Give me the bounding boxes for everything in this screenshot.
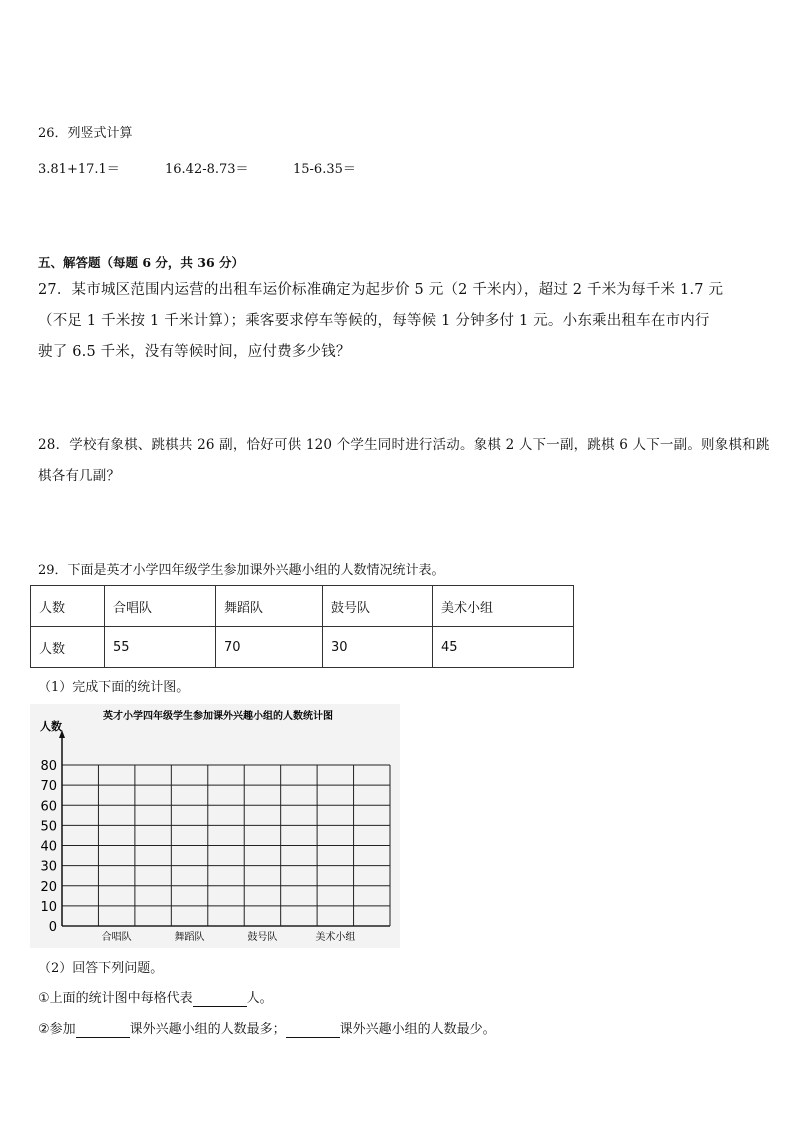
answer-blank[interactable] xyxy=(286,1023,340,1038)
y-tick-label: 50 xyxy=(40,819,57,835)
q26-expr-3: 15-6.35＝ xyxy=(293,162,356,177)
q29-part2: （2）回答下列问题。 xyxy=(38,961,164,976)
q29-sub1 xyxy=(38,991,273,1007)
table-cell: 人数 xyxy=(31,627,105,668)
y-tick-label: 70 xyxy=(40,779,57,795)
y-tick-label: 60 xyxy=(40,799,57,815)
y-tick-label: 30 xyxy=(40,859,57,875)
chart-ylabel: 人数 xyxy=(40,720,62,733)
q29-sub2 xyxy=(38,1022,496,1038)
table-header-row xyxy=(31,586,574,627)
q26-title: 26．列竖式计算 xyxy=(38,126,133,141)
q27-line-2: （不足 1 千米按 1 千米计算）；乘客要求停车等候的，每等候 1 分钟多付 1 元。小东乘出租车在市内行 xyxy=(38,313,710,329)
table-cell: 45 xyxy=(433,627,574,668)
table-cell: 鼓号队 xyxy=(323,586,433,627)
q29-sub1-text-b: 人。 xyxy=(246,991,273,1006)
chart-y-ticks xyxy=(40,759,57,935)
table-row xyxy=(31,627,574,668)
q29-intro: 29．下面是英才小学四年级学生参加课外兴趣小组的人数情况统计表。 xyxy=(38,563,445,578)
q29-sub2-text-c: 课外兴趣小组的人数最少。 xyxy=(339,1022,496,1037)
section-heading: 五、解答题（每题 6 分，共 36 分） xyxy=(38,255,245,270)
q26-expr-1: 3.81+17.1＝ xyxy=(38,162,120,177)
q29-sub2-text-a: ②参加 xyxy=(38,1022,76,1037)
chart-grid xyxy=(62,765,390,926)
table-cell: 70 xyxy=(216,627,323,668)
y-tick-label: 40 xyxy=(40,839,57,855)
bar-chart xyxy=(30,704,400,948)
answer-blank[interactable] xyxy=(76,1023,130,1038)
chart-title: 英才小学四年级学生参加课外兴趣小组的人数统计图 xyxy=(103,711,333,722)
y-tick-label: 20 xyxy=(40,879,57,895)
table-cell: 30 xyxy=(323,627,433,668)
x-tick-label: 鼓号队 xyxy=(247,932,278,943)
q27-line-1: 27．某市城区范围内运营的出租车运价标准确定为起步价 5 元（2 千米内），超过 2 千米为每千米 1.7 元 xyxy=(38,282,724,298)
x-tick-label: 合唱队 xyxy=(101,932,132,943)
table-cell: 人数 xyxy=(31,586,105,627)
table-cell: 合唱队 xyxy=(105,586,216,627)
chart-x-ticks xyxy=(102,930,356,943)
q27-line-3: 驶了 6.5 千米，没有等候时间，应付费多少钱？ xyxy=(38,344,351,360)
stats-table xyxy=(30,585,574,668)
answer-blank[interactable] xyxy=(193,992,247,1007)
q27-text xyxy=(38,275,778,368)
y-tick-label: 10 xyxy=(40,899,57,915)
table-cell: 美术小组 xyxy=(433,586,574,627)
y-tick-label: 80 xyxy=(40,759,57,774)
q29-part1: （1）完成下面的统计图。 xyxy=(38,680,190,695)
table-cell: 55 xyxy=(105,627,216,668)
table-cell: 舞蹈队 xyxy=(216,586,323,627)
q28-line-1: 28．学校有象棋、跳棋共 26 副，恰好可供 120 个学生同时进行活动。象棋 2 人下一副，跳棋 6 人下一副。则象棋和跳 xyxy=(38,437,770,453)
x-tick-label: 舞蹈队 xyxy=(174,932,205,943)
bar-chart-svg xyxy=(30,704,400,948)
q29-sub1-text-a: ①上面的统计图中每格代表 xyxy=(38,991,193,1006)
y-tick-label: 0 xyxy=(48,920,57,935)
x-tick-label: 美术小组 xyxy=(315,932,356,943)
q29-sub2-text-b: 课外兴趣小组的人数最多； xyxy=(129,1022,286,1037)
q26-expr-2: 16.42-8.73＝ xyxy=(165,162,249,177)
q28-text xyxy=(38,430,778,492)
q28-line-2: 棋各有几副？ xyxy=(38,468,121,484)
